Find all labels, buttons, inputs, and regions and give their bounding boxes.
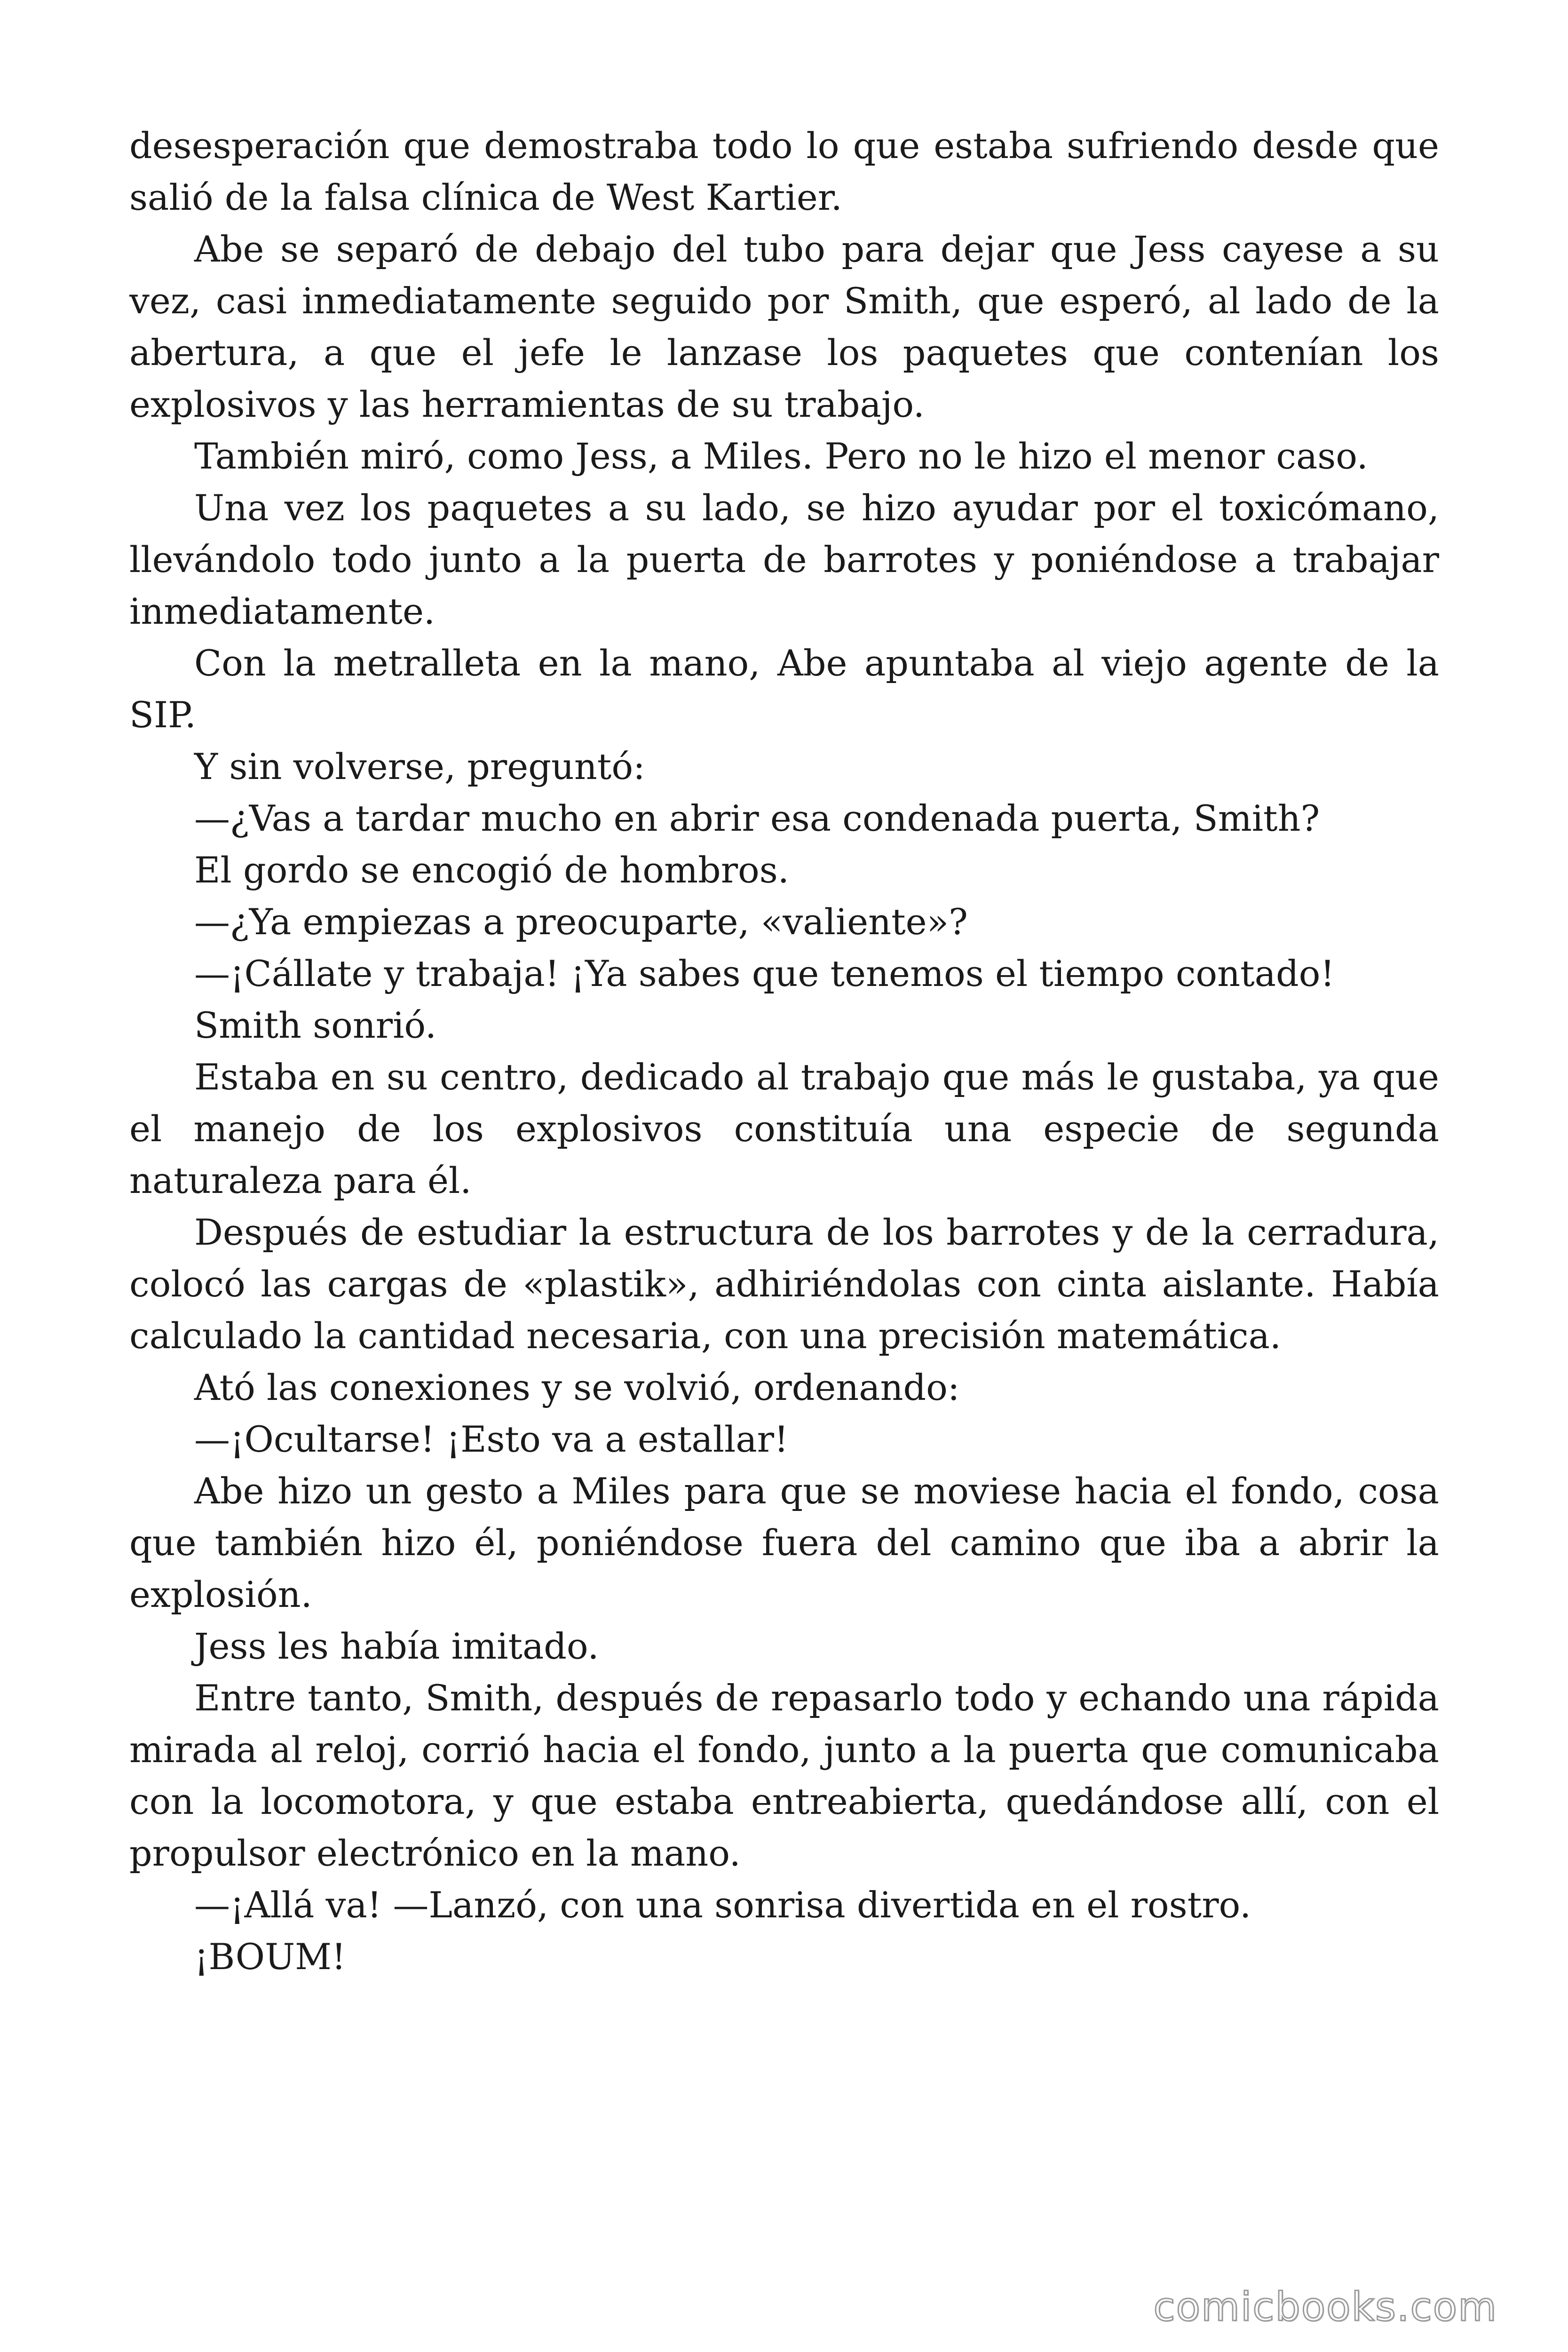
paragraph: También miró, como Jess, a Miles. Pero no le hizo el menor caso.: [194, 435, 1368, 477]
paragraph: Jess les había imitado.: [194, 1625, 599, 1667]
paragraph: Abe se separó de debajo del tubo para dejar que Jess cayese a su vez, casi inmediatamente seguido por Smith, que esperó, al lado de la abertura, a que el jefe le lanzase los paquetes que contenían los explosivos y las herramientas de su trabajo.: [129, 228, 1439, 425]
paragraph: ¡BOUM!: [194, 1936, 346, 1978]
paragraph: Una vez los paquetes a su lado, se hizo ayudar por el toxicómano, llevándolo todo junto a la puerta de barrotes y poniéndose a trabajar inmediatamente.: [129, 487, 1439, 632]
paragraph: Smith sonrió.: [194, 1004, 437, 1046]
paragraph: desesperación que demostraba todo lo que estaba sufriendo desde que salió de la falsa clínica de West Kartier.: [129, 125, 1439, 218]
paragraph: Ató las conexiones y se volvió, ordenando:: [194, 1367, 960, 1408]
paragraph: —¿Ya empiezas a preocuparte, «valiente»?: [194, 901, 968, 943]
watermark: comicbooks.com: [1153, 2284, 1497, 2330]
paragraph: Entre tanto, Smith, después de repasarlo todo y echando una rápida mirada al reloj, corrió hacia el fondo, junto a la puerta que comunicaba con la locomotora, y que estaba entreabierta, quedándose allí, con el propulsor electrónico en la mano.: [129, 1677, 1439, 1874]
paragraph: —¡Ocultarse! ¡Esto va a estallar!: [194, 1418, 789, 1460]
body-text: [129, 120, 1439, 1983]
paragraph: —¡Cállate y trabaja! ¡Ya sabes que tenemos el tiempo contado!: [194, 953, 1335, 994]
paragraph: Abe hizo un gesto a Miles para que se moviese hacia el fondo, cosa que también hizo él, poniéndose fuera del camino que iba a abrir la explosión.: [129, 1470, 1439, 1615]
paragraph: Después de estudiar la estructura de los barrotes y de la cerradura, colocó las cargas de «plastik», adhiriéndolas con cinta aislante. Había calculado la cantidad necesaria, con una precisión matemática.: [129, 1211, 1439, 1357]
paragraph: Estaba en su centro, dedicado al trabajo que más le gustaba, ya que el manejo de los explosivos constituía una especie de segunda naturaleza para él.: [129, 1056, 1439, 1201]
paragraph: —¡Allá va! —Lanzó, con una sonrisa divertida en el rostro.: [194, 1884, 1251, 1926]
paragraph: —¿Vas a tardar mucho en abrir esa condenada puerta, Smith?: [194, 797, 1320, 839]
paragraph: Con la metralleta en la mano, Abe apuntaba al viejo agente de la SIP.: [129, 642, 1439, 736]
paragraph: El gordo se encogió de hombros.: [194, 849, 789, 891]
paragraph: Y sin volverse, preguntó:: [194, 746, 645, 787]
